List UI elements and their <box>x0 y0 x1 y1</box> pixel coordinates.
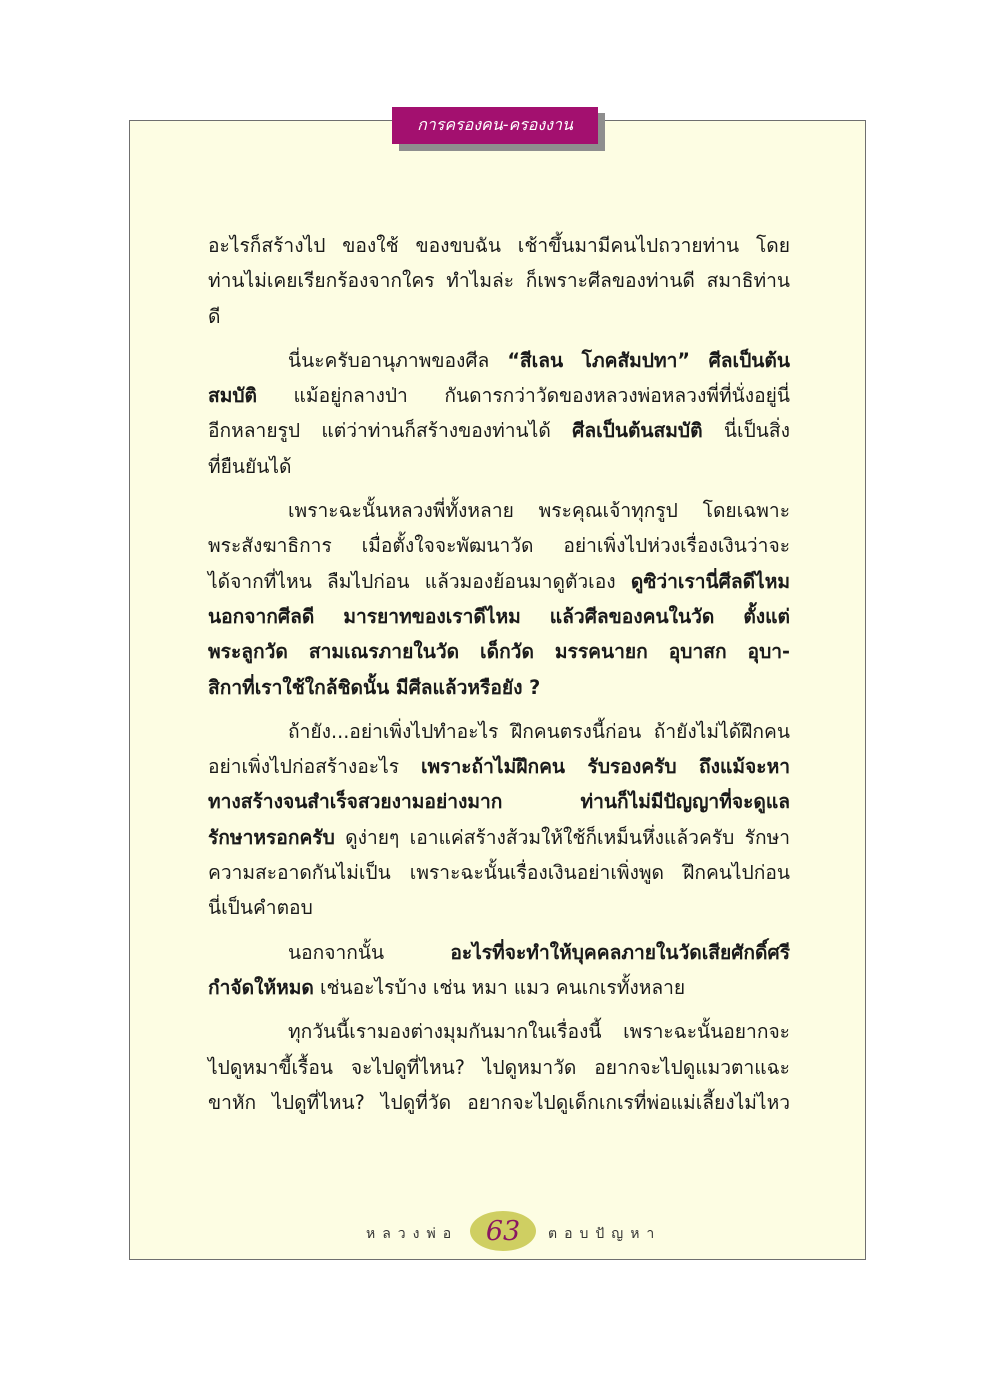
text-line: ไปดูหมาขี้เรื้อน จะไปดูที่ไหน? ไปดูหมาวัด อยากจะไปดูแมวตาแฉะ <box>208 1055 790 1079</box>
bold-text: ศีลเป็นต้นสมบัติ <box>572 419 703 443</box>
footer-right-text: ตอบปัญหา <box>548 1226 662 1242</box>
text-line: อะไรก็สร้างไป ของใช้ ของขบฉัน เช้าขึ้นมามีคนไปถวายท่าน โดย <box>208 234 790 257</box>
text-line <box>208 935 790 970</box>
text-line: ที่ยืนยันได้ <box>208 454 292 478</box>
bold-text: ดูซิว่าเรานี่ศีลดีไหม <box>630 569 790 593</box>
text-line: ขาหัก ไปดูที่ไหน? ไปดูที่วัด อยากจะไปดูเด็กเกเรที่พ่อแม่เลี้ยงไม่ไหว <box>208 1090 790 1114</box>
text-line <box>208 378 790 413</box>
paragraph-1 <box>208 228 790 334</box>
text-line: พระสังฆาธิการ เมื่อตั้งใจจะพัฒนาวัด อย่าเพิ่งไปห่วงเรื่องเงินว่าจะ <box>208 534 790 558</box>
bold-text: เพราะถ้าไม่ฝึกคน รับรองครับ ถึงแม้จะหา <box>420 755 790 779</box>
page-footer <box>0 1205 1000 1261</box>
bold-text: อะไรที่จะทำให้บุคคลภายในวัดเสียศักดิ์ศรี <box>450 940 790 964</box>
text-line <box>208 413 790 448</box>
paragraph-2 <box>208 343 790 484</box>
text-line: ทุกวันนี้เรามองต่างมุมกันมากในเรื่องนี้ เพราะฉะนั้นอยากจะ <box>288 1020 790 1044</box>
text-span: นอกจากนั้น <box>288 940 451 964</box>
text-span: นี่เป็นสิ่ง <box>702 419 790 443</box>
running-header-title: การครองคน-ครองงาน <box>417 115 573 134</box>
bold-text-line: ทางสร้างจนสำเร็จสวยงามอย่างมาก ท่านก็ไม่มีปัญญาที่จะดูแล <box>208 790 790 814</box>
text-line <box>208 564 790 599</box>
paragraph-3 <box>208 493 790 705</box>
running-header <box>392 107 598 144</box>
text-line: ความสะอาดกันไม่เป็น เพราะฉะนั้นเรื่องเงินอย่าเพิ่งพูด ฝึกคนไปก่อน <box>208 861 790 885</box>
bold-text: “สีเลน โภคสัมปทา” ศีลเป็นต้น <box>507 348 790 372</box>
text-span: เช่นอะไรบ้าง เช่น หมา แมว คนเกเรทั้งหลาย <box>313 975 686 999</box>
page-number: 63 <box>485 1215 521 1247</box>
text-span: นี่นะครับอานุภาพของศีล <box>288 348 508 372</box>
paragraph-6 <box>208 1014 790 1120</box>
text-span: อย่าเพิ่งไปก่อสร้างอะไร <box>208 755 421 779</box>
footer-left-text: หลวงพ่อ <box>366 1226 459 1242</box>
page-number-badge <box>470 1211 536 1251</box>
text-line <box>208 343 790 378</box>
bold-text: สมบัติ <box>208 384 257 408</box>
text-line <box>208 820 790 855</box>
text-line: ดี <box>208 304 221 328</box>
text-line: ถ้ายัง...อย่าเพิ่งไปทำอะไร ฝึกคนตรงนี้ก่อน ถ้ายังไม่ได้ฝึกคน <box>288 719 790 743</box>
text-span: ได้จากที่ไหน ลืมไปก่อน แล้วมองย้อนมาดูตัวเอง <box>208 569 631 593</box>
bold-text: กำจัดให้หมด <box>208 975 314 999</box>
text-line: ท่านไม่เคยเรียกร้องจากใคร ทำไมล่ะ ก็เพราะศีลของท่านดี สมาธิท่าน <box>208 269 790 293</box>
text-span: อีกหลายรูป แต่ว่าท่านก็สร้างของท่านได้ <box>208 419 573 443</box>
paragraph-5 <box>208 935 790 1006</box>
text-line <box>208 970 790 1005</box>
text-span: ดูง่ายๆ เอาแค่สร้างส้วมให้ใช้ก็เหม็นหึ่งแล้วครับ รักษา <box>334 825 790 849</box>
body-text <box>208 228 790 1120</box>
text-span: แม้อยู่กลางป่า กันดารกว่าวัดของหลวงพ่อหลวงพี่ที่นั่งอยู่นี่ <box>257 384 790 408</box>
text-line <box>208 749 790 784</box>
paragraph-4 <box>208 714 790 926</box>
bold-text-line: นอกจากศีลดี มารยาทของเราดีไหม แล้วศีลของคนในวัด ตั้งแต่ <box>208 604 790 628</box>
bold-text-line: พระลูกวัด สามเณรภายในวัด เด็กวัด มรรคนายก อุบาสก อุบา- <box>208 640 790 664</box>
text-line: นี่เป็นคำตอบ <box>208 896 313 920</box>
bold-text: รักษาหรอกครับ <box>208 825 335 849</box>
bold-text-line: สิกาที่เราใช้ใกล้ชิดนั้น มีศีลแล้วหรือยัง ? <box>208 675 541 699</box>
text-line: เพราะฉะนั้นหลวงพี่ทั้งหลาย พระคุณเจ้าทุกรูป โดยเฉพาะ <box>288 499 790 523</box>
